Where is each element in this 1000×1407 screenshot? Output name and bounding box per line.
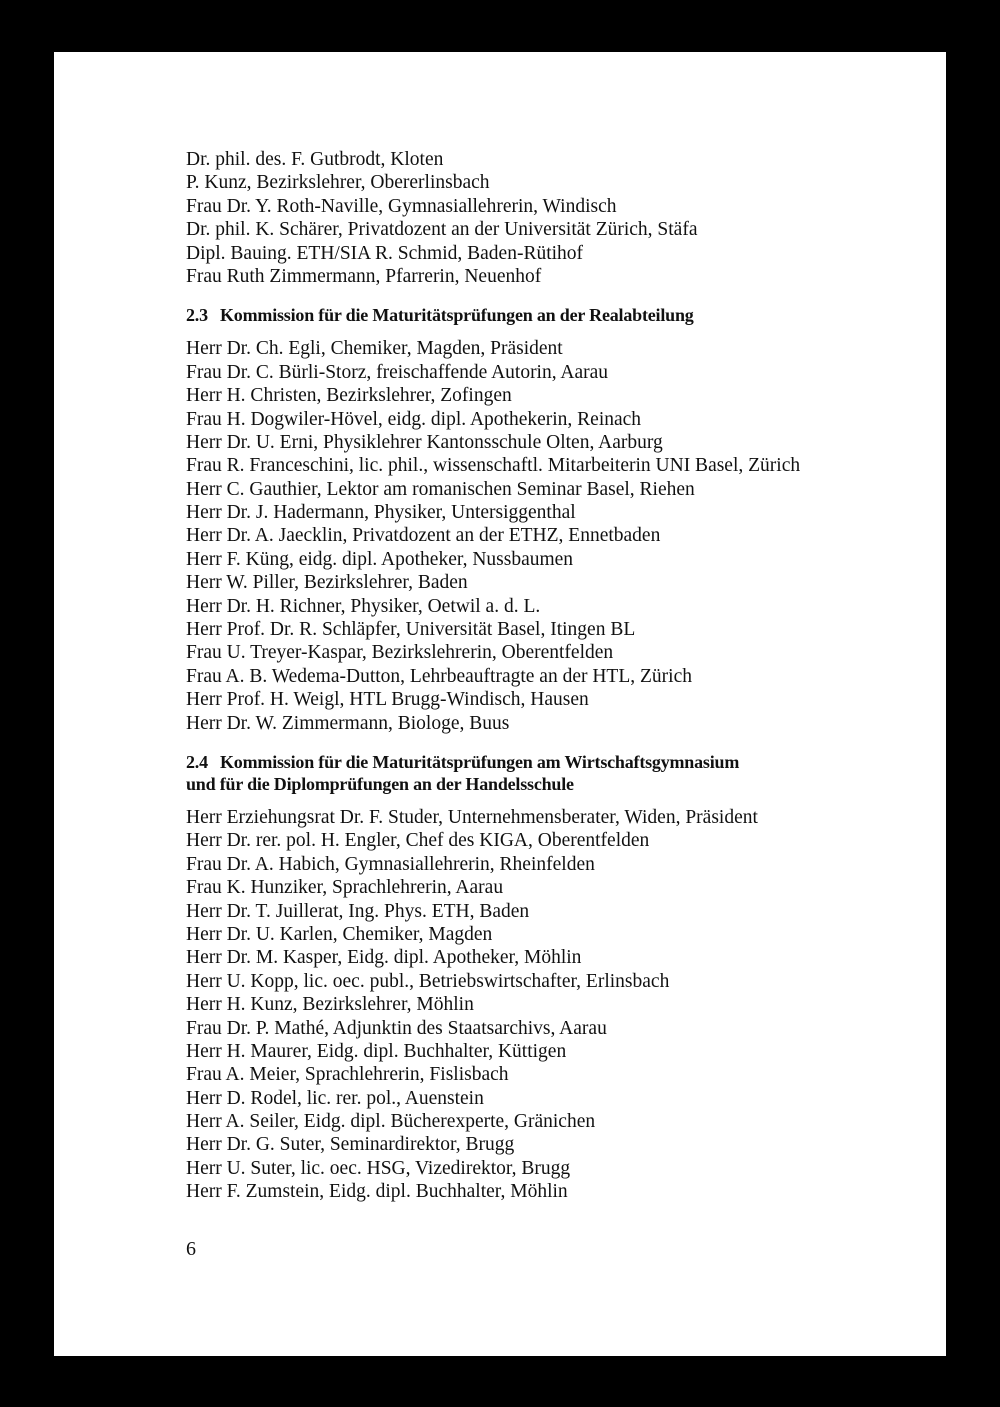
list-item: Herr U. Suter, lic. oec. HSG, Vizedirektor, Brugg <box>186 1157 571 1179</box>
list-item: Herr F. Zumstein, Eidg. dipl. Buchhalter, Möhlin <box>186 1181 568 1203</box>
list-item: Herr D. Rodel, lic. rer. pol., Auenstein <box>186 1087 484 1109</box>
list-item: Herr Dr. M. Kasper, Eidg. dipl. Apotheker, Möhlin <box>186 947 582 969</box>
section-heading-2-4 <box>186 751 906 795</box>
list-item: P. Kunz, Bezirkslehrer, Obererlinsbach <box>186 172 490 194</box>
list-item: Herr Dr. G. Suter, Seminardirektor, Brugg <box>186 1134 515 1156</box>
section-title-line-2: und für die Diplomprüfungen an der Handelsschule <box>186 773 574 794</box>
list-item: Herr U. Kopp, lic. oec. publ., Betriebswirtschafter, Erlinsbach <box>186 970 670 992</box>
member-list-2-3 <box>186 337 906 735</box>
section-title: Kommission für die Maturitätsprüfungen an der Realabteilung <box>220 305 694 326</box>
list-item: Frau Dr. C. Bürli-Storz, freischaffende Autorin, Aarau <box>186 361 609 383</box>
page-number: 6 <box>186 1238 196 1260</box>
list-item: Herr Dr. H. Richner, Physiker, Oetwil a. d. L. <box>186 595 541 617</box>
section-number: 2.3 <box>186 305 208 326</box>
list-item: Herr Dr. A. Jaecklin, Privatdozent an der ETHZ, Ennetbaden <box>186 525 661 547</box>
list-item: Herr Dr. W. Zimmermann, Biologe, Buus <box>186 712 510 734</box>
list-item: Frau Ruth Zimmermann, Pfarrerin, Neuenhof <box>186 265 542 287</box>
list-item: Herr H. Kunz, Bezirkslehrer, Möhlin <box>186 994 474 1016</box>
list-item: Herr A. Seiler, Eidg. dipl. Bücherexperte, Gränichen <box>186 1111 596 1133</box>
list-item: Frau K. Hunziker, Sprachlehrerin, Aarau <box>186 877 504 899</box>
list-item: Herr H. Christen, Bezirkslehrer, Zofingen <box>186 385 512 407</box>
list-item: Frau H. Dogwiler-Hövel, eidg. dipl. Apothekerin, Reinach <box>186 408 642 430</box>
page-content <box>186 148 906 1204</box>
list-item: Herr C. Gauthier, Lektor am romanischen Seminar Basel, Riehen <box>186 478 695 500</box>
member-list-2-4 <box>186 806 906 1204</box>
list-item: Frau Dr. A. Habich, Gymnasiallehrerin, Rheinfelden <box>186 853 595 875</box>
list-item: Herr F. Küng, eidg. dipl. Apotheker, Nussbaumen <box>186 548 574 570</box>
list-item: Herr Dr. T. Juillerat, Ing. Phys. ETH, Baden <box>186 900 530 922</box>
list-item: Dipl. Bauing. ETH/SIA R. Schmid, Baden-Rütihof <box>186 242 584 264</box>
list-item: Herr H. Maurer, Eidg. dipl. Buchhalter, Küttigen <box>186 1040 567 1062</box>
list-item: Frau U. Treyer-Kaspar, Bezirkslehrerin, Oberentfelden <box>186 642 614 664</box>
list-item: Herr Dr. U. Karlen, Chemiker, Magden <box>186 923 493 945</box>
list-item: Herr W. Piller, Bezirkslehrer, Baden <box>186 572 468 594</box>
list-item: Frau A. B. Wedema-Dutton, Lehrbeauftragte an der HTL, Zürich <box>186 665 692 687</box>
list-item: Herr Dr. rer. pol. H. Engler, Chef des KIGA, Oberentfelden <box>186 830 650 852</box>
list-item: Dr. phil. des. F. Gutbrodt, Kloten <box>186 149 444 170</box>
list-item: Herr Erziehungsrat Dr. F. Studer, Unternehmensberater, Widen, Präsident <box>186 806 758 828</box>
intro-list <box>186 148 906 288</box>
list-item: Frau Dr. P. Mathé, Adjunktin des Staatsarchivs, Aarau <box>186 1017 607 1039</box>
list-item: Frau Dr. Y. Roth-Naville, Gymnasiallehrerin, Windisch <box>186 195 617 217</box>
list-item: Frau A. Meier, Sprachlehrerin, Fislisbach <box>186 1064 509 1086</box>
list-item: Herr Dr. Ch. Egli, Chemiker, Magden, Präsident <box>186 338 563 360</box>
list-item: Herr Prof. Dr. R. Schläpfer, Universität Basel, Itingen BL <box>186 619 636 641</box>
list-item: Herr Dr. U. Erni, Physiklehrer Kantonsschule Olten, Aarburg <box>186 431 663 453</box>
list-item: Dr. phil. K. Schärer, Privatdozent an der Universität Zürich, Stäfa <box>186 219 698 241</box>
list-item: Frau R. Franceschini, lic. phil., wissenschaftl. Mitarbeiterin UNI Basel, Zürich <box>186 455 801 477</box>
section-number: 2.4 <box>186 751 208 772</box>
section-title-line-1: Kommission für die Maturitätsprüfungen am Wirtschaftsgymnasium <box>220 751 740 772</box>
section-heading-2-3 <box>186 304 906 326</box>
list-item: Herr Prof. H. Weigl, HTL Brugg-Windisch, Hausen <box>186 689 589 711</box>
list-item: Herr Dr. J. Hadermann, Physiker, Untersiggenthal <box>186 502 576 524</box>
document-page <box>54 52 946 1356</box>
